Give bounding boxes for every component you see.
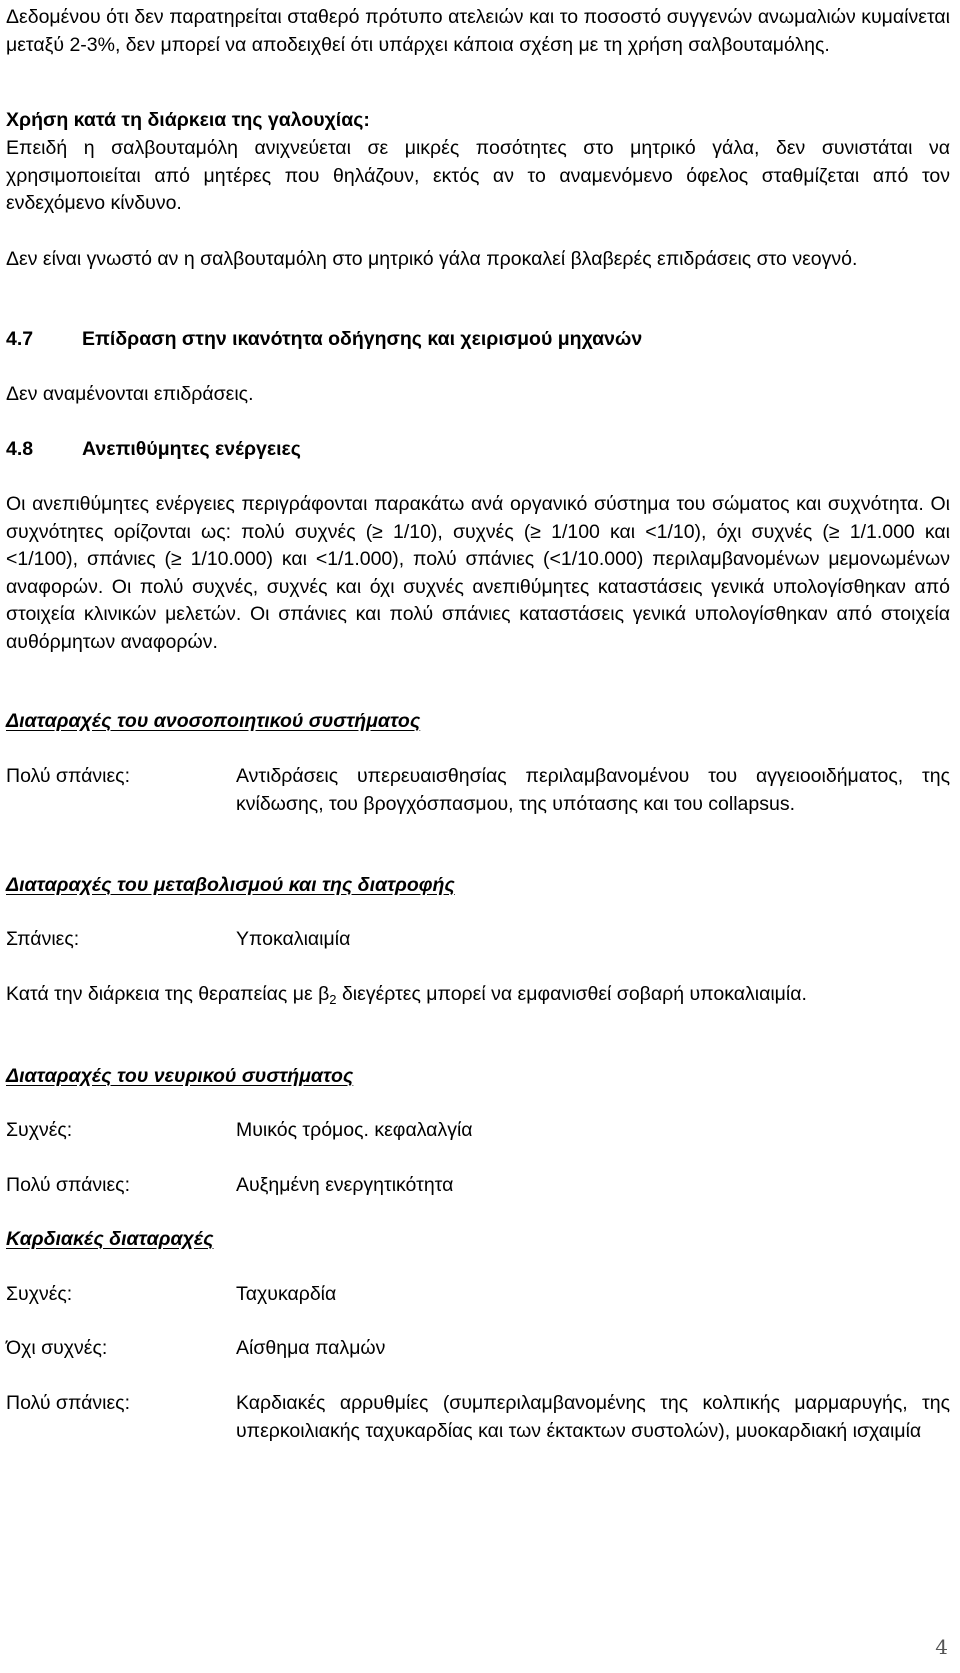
- frequency-label: Όχι συχνές:: [6, 1337, 108, 1359]
- note-text: Κατά την διάρκεια της θεραπείας με β: [6, 983, 330, 1005]
- nervous-heading: Διαταραχές του νευρικού συστήματος: [6, 1065, 354, 1087]
- adverse-effect: Αυξημένη ενεργητικότητα: [236, 1174, 454, 1196]
- adverse-effect: Αίσθημα παλμών: [236, 1337, 386, 1359]
- note-subscript: 2: [329, 992, 337, 1007]
- page-number: 4: [935, 1635, 948, 1659]
- cardiac-heading: Καρδιακές διαταραχές: [6, 1228, 214, 1250]
- metabolism-heading: Διαταραχές του μεταβολισμού και της διατροφής: [6, 874, 455, 896]
- frequency-label: Συχνές:: [6, 1283, 73, 1305]
- frequency-label: Πολύ σπάνιες:: [6, 1392, 130, 1414]
- metabolism-note: [6, 981, 950, 1009]
- frequency-label: Πολύ σπάνιες:: [6, 1174, 130, 1196]
- frequency-label: Σπάνιες:: [6, 928, 80, 950]
- section-title: Ανεπιθύμητες ενέργειες: [82, 438, 301, 460]
- section-number: 4.7: [6, 328, 34, 350]
- immune-heading: Διαταραχές του ανοσοποιητικού συστήματος: [6, 710, 421, 732]
- adverse-effect: Αντιδράσεις υπερευαισθησίας περιλαμβανομένου του αγγειοοιδήματος, της κνίδωσης, του βρογχόσπασμου, της υπότασης και του collapsus.: [236, 765, 950, 815]
- section-title: Επίδραση στην ικανότητα οδήγησης και χειρισμού μηχανών: [82, 328, 643, 350]
- adverse-effect: Καρδιακές αρρυθμίες (συμπεριλαμβανομένης της κολπικής μαρμαρυγής, της υπερκοιλιακής ταχυκαρδίας και των έκτακτων συστολών), μυοκαρδιακή ισχαιμία: [236, 1392, 950, 1442]
- section-number: 4.8: [6, 438, 34, 460]
- section-4-8-heading: [6, 436, 950, 464]
- section-4-7-text: Δεν αναμένονται επιδράσεις.: [6, 383, 254, 405]
- frequency-label: Συχνές:: [6, 1119, 73, 1141]
- adverse-effect: Μυικός τρόμος. κεφαλαλγία: [236, 1119, 473, 1141]
- intro-paragraph: Δεδομένου ότι δεν παρατηρείται σταθερό πρότυπο ατελειών και το ποσοστό συγγενών ανωμαλιών κυμαίνεται μεταξύ 2-3%, δεν μπορεί να αποδειχθεί ότι υπάρχει κάποια σχέση με τη χρήση σαλβουταμόλης.: [6, 6, 950, 56]
- adverse-effect: Υποκαλιαιμία: [236, 928, 351, 950]
- lactation-heading: Χρήση κατά τη διάρκεια της γαλουχίας:: [6, 109, 370, 131]
- adverse-effect: Ταχυκαρδία: [236, 1283, 337, 1305]
- section-4-8-text: Οι ανεπιθύμητες ενέργειες περιγράφονται παρακάτω ανά οργανικό σύστημα του σώματος και συχνότητα. Οι συχνότητες ορίζονται ως: πολύ συχνές (≥ 1/10), συχνές (≥ 1/100 και <1/10), όχι συχνές (≥ 1/1.000 και <1/100), σπάνιες (≥ 1/10.000) και <1/1.000), πολύ σπάνιες (<1/10.000) περιλαμβανομένων μεμονωμένων αναφορών. Οι πολύ συχνές, συχνές και όχι συχνές ανεπιθύμητες καταστάσεις γενικά υπολογίσθηκαν από στοιχεία κλινικών μελετών. Οι σπάνιες και πολύ σπάνιες καταστάσεις γενικά υπολογίσθηκαν από στοιχεία αυθόρμητων αναφορών.: [6, 493, 950, 653]
- frequency-label: Πολύ σπάνιες:: [6, 765, 130, 787]
- lactation-paragraph: Επειδή η σαλβουταμόλη ανιχνεύεται σε μικρές ποσότητες στο μητρικό γάλα, δεν συνιστάται να χρησιμοποιείται από μητέρες που θηλάζουν, εκτός αν το αναμενόμενο όφελος σταθμίζεται από τον ενδεχόμενο κίνδυνο.: [6, 137, 950, 214]
- note-text: διεγέρτες μπορεί να εμφανισθεί σοβαρή υποκαλιαιμία.: [336, 983, 807, 1005]
- lactation-newborn-paragraph: Δεν είναι γνωστό αν η σαλβουταμόλη στο μητρικό γάλα προκαλεί βλαβερές επιδράσεις στο νεογνό.: [6, 248, 858, 270]
- section-4-7-heading: [6, 326, 950, 354]
